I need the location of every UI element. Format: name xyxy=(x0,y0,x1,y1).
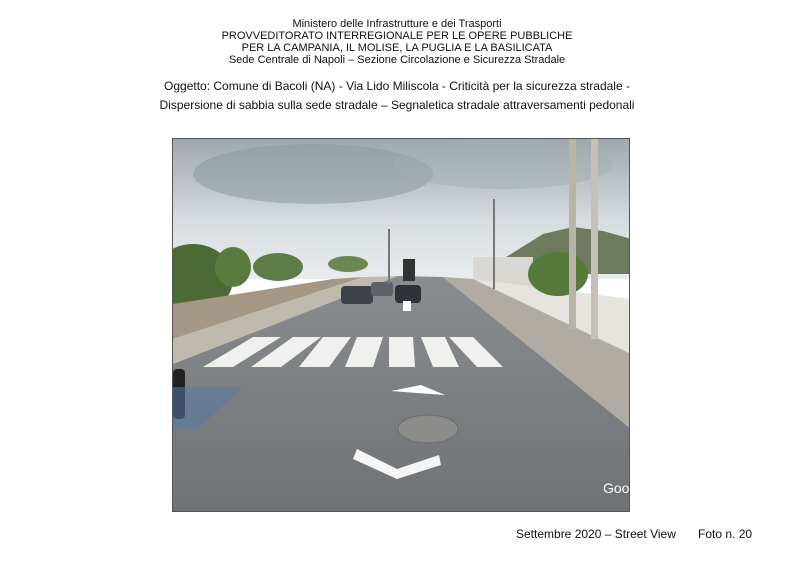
photo-date-source: Settembre 2020 – Street View xyxy=(516,527,676,541)
bush xyxy=(528,252,588,296)
tree xyxy=(253,253,303,281)
office-section: Sede Centrale di Napoli – Sezione Circolazione e Sicurezza Stradale xyxy=(228,54,566,66)
utility-pole xyxy=(569,139,576,329)
subject-line-2: Dispersione di sabbia sulla sede stradale – Segnaletica stradale attraversamenti pedonali xyxy=(159,98,635,112)
truck xyxy=(403,259,415,281)
street-view-photo xyxy=(172,138,630,512)
office-name: PROVVEDITORATO INTERREGIONALE PER LE OPERE PUBBLICHE xyxy=(221,30,573,42)
google-watermark: Goo xyxy=(603,480,630,496)
ministry-name: Ministero delle Infrastrutture e dei Trasporti xyxy=(292,18,502,30)
manhole-cover xyxy=(398,415,458,443)
cloud xyxy=(193,144,433,204)
parked-car xyxy=(371,282,393,296)
document-header xyxy=(0,18,794,66)
office-regions: PER LA CAMPANIA, IL MOLISE, LA PUGLIA E LA BASILICATA xyxy=(241,42,553,54)
subject-line-1: Oggetto: Comune di Bacoli (NA) - Via Lido Miliscola - Criticità per la sicurezza stradale - xyxy=(164,79,630,93)
street-lamp xyxy=(493,199,495,289)
license-plate-blur xyxy=(403,301,411,311)
photo-number: Foto n. 20 xyxy=(698,527,753,541)
cloud xyxy=(393,139,613,189)
street-lamp xyxy=(388,229,390,284)
utility-pole xyxy=(591,139,598,339)
tree xyxy=(215,247,251,287)
document-subject xyxy=(0,77,794,115)
tree xyxy=(328,256,368,272)
street-scene xyxy=(173,139,630,512)
car xyxy=(395,285,421,303)
parked-car xyxy=(341,286,373,304)
